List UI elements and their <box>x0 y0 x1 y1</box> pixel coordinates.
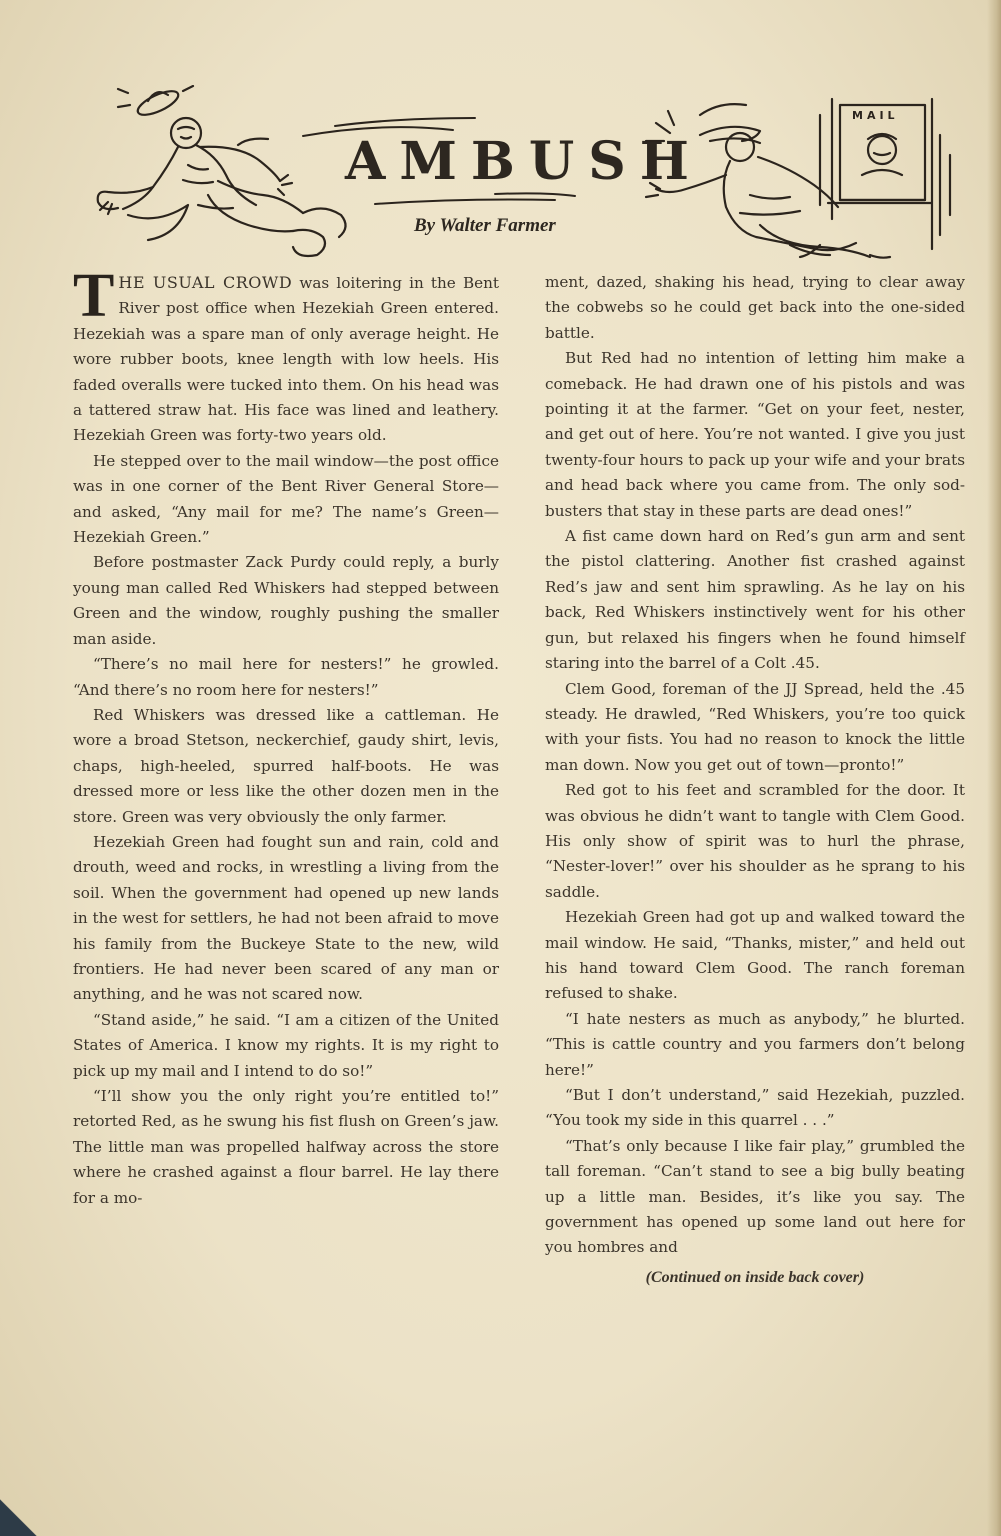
paragraph: Red Whiskers was dressed like a cattleman. He wore a broad Stetson, neckerchief, gaudy shirt, levis, chaps, high-heeled, spurred half-boots. He was dressed more or less like the other dozen men in the store. Green was very obviously the only farmer. <box>73 705 499 826</box>
paragraph: But Red had no intention of letting him make a comeback. He had drawn one of his pistols and was pointing it at the farmer. “Get on your feet, nester, and get out of here. You’re not wanted. I give you just twenty-four hours to pack up your wife and your brats and head back where you came from. The only sod-busters that stay in these parts are dead ones!” <box>545 349 965 520</box>
paragraph: A fist came down hard on Red’s gun arm and sent the pistol clattering. Another fist crashed against Red’s jaw and sent him sprawling. As he lay on his back, Red Whiskers instinctively went for his other gun, but relaxed his fingers when he found himself staring into the barrel of a Colt .45. <box>545 527 965 673</box>
continued-note: (Continued on inside back cover) <box>645 1268 865 1286</box>
paragraph: “I hate nesters as much as anybody,” he blurted. “This is cattle country and you farmers don’t belong here!” <box>545 1009 965 1079</box>
story-byline: By Walter Farmer <box>414 215 556 236</box>
lead-text: was loitering in the Bent River post office when Hezekiah Green entered. Hezekiah was a spare man of only average height. He wore rubber boots, knee length with low heels. His faded overalls were tucked into them. On his head was a tattered straw hat. His face was lined and leathery. Hezekiah Green was forty-two years old. <box>73 274 499 445</box>
right-illustration-mail-window <box>640 95 960 270</box>
paragraph: “But I don’t understand,” said Hezekiah, puzzled. “You took my side in this quarrel . . .” <box>545 1086 965 1130</box>
paragraph: “There’s no mail here for nesters!” he growled. “And there’s no room here for nesters!” <box>73 655 499 699</box>
right-column <box>545 270 965 1290</box>
paragraph: “That’s only because I like fair play,” grumbled the tall foreman. “Can’t stand to see a big bully beating up a little man. Besides, it’s like you say. The government has opened up some land out here for you hombres and <box>545 1136 965 1257</box>
mail-sign-text: MAIL <box>852 109 899 122</box>
paper-edge <box>987 0 1001 1536</box>
paragraph: “Stand aside,” he said. “I am a citizen of the United States of America. I know my rights. It is my right to pick up my mail and I intend to do so!” <box>73 1010 499 1080</box>
continuation-paragraph: ment, dazed, shaking his head, trying to clear away the cobwebs so he could get back into the one-sided battle. <box>545 273 965 342</box>
page-corner-shadow <box>0 1476 60 1536</box>
paragraph: Red got to his feet and scrambled for the door. It was obvious he didn’t want to tangle with Clem Good. His only show of spirit was to hurl the phrase, “Nester-lover!” over his shoulder as he sprang to his saddle. <box>545 781 965 901</box>
lead-paragraph <box>73 262 499 449</box>
paragraph: Before postmaster Zack Purdy could reply, a burly young man called Red Whiskers had stepped between Green and the window, roughly pushing the smaller man aside. <box>73 553 499 648</box>
paragraph: “I’ll show you the only right you’re entitled to!” retorted Red, as he swung his fist flush on Green’s jaw. The little man was propelled halfway across the store where he crashed against a flour barrel. He lay there for a mo- <box>73 1087 499 1207</box>
paragraph: Hezekiah Green had fought sun and rain, cold and drouth, weed and rocks, in wrestling a living from the soil. When the government had opened up new lands in the west for settlers, he had not been afraid to move his family from the Buckeye State to the new, wild frontiers. He had never been scared of any man or anything, and he was not scared now. <box>73 832 499 1004</box>
drop-cap: T <box>73 262 115 330</box>
lead-caps: HE USUAL CROWD <box>118 273 293 292</box>
paragraph: Clem Good, foreman of the JJ Spread, held the .45 steady. He drawled, “Red Whiskers, you’re too quick with your fists. You had no reason to knock the little man down. Now you get out of town—pronto!” <box>545 679 965 774</box>
paragraph: He stepped over to the mail window—the post office was in one corner of the Bent River General Store—and asked, “Any mail for me? The name’s Green—Hezekiah Green.” <box>73 451 499 547</box>
story-title: AMBUSH <box>345 131 703 192</box>
paragraph: Hezekiah Green had got up and walked toward the mail window. He said, “Thanks, mister,” and held out his hand toward Clem Good. The ranch foreman refused to shake. <box>545 908 965 1003</box>
left-column <box>73 262 499 1211</box>
